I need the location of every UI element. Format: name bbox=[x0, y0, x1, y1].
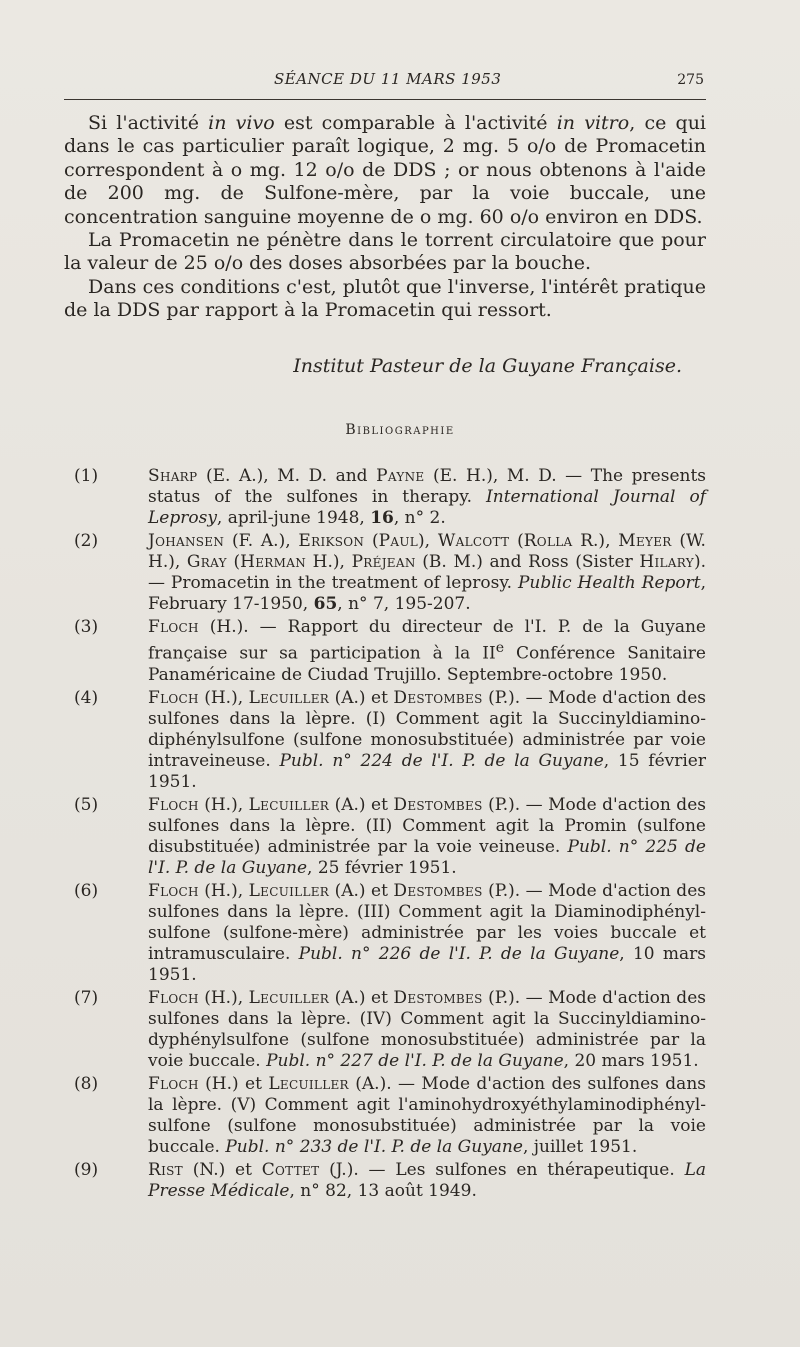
paragraph-2: La Promacetin ne pénètre dans le torrent circulatoire que pour la valeur de 25 o/o des doses absorbées par la bouche. bbox=[64, 229, 706, 275]
institution-signature: Institut Pasteur de la Guyane Française. bbox=[293, 355, 682, 377]
reference-number: (9) bbox=[74, 1159, 99, 1180]
bibliography-heading: Bibliographie bbox=[345, 422, 455, 438]
reference-number: (4) bbox=[74, 687, 99, 708]
reference-number: (3) bbox=[74, 617, 99, 637]
body-text bbox=[64, 112, 706, 323]
reference-3: (3) Floch (H.). — Rapport du directeur de l'I. P. de la Guyane française sur sa participation à la IIe Conférence Sanitaire Panaméricaine de Ciudad Trujillo. Septembre-octobre 1950. bbox=[74, 617, 706, 685]
paragraph-1: Si l'activité in vivo est comparable à l'activité in vitro, ce qui dans le cas particulier paraît logique, 2 mg. 5 o/o de Promacetin correspondent à o mg. 12 o/o de DDS ; or nous obtenons à l'aide de 200 mg. de Sulfone-mère, par la voie buccale, une concentration sanguine moyenne de o mg. 60 o/o environ en DDS. bbox=[64, 112, 707, 228]
page-header bbox=[64, 66, 706, 96]
reference-4: (4) Floch (H.), Lecuiller (A.) et Destombes (P.). — Mode d'action des sulfones dans la lèpre. (I) Comment agit la Succinyldiamino-diphénylsulfone (sulfone monosubstituée) administrée par voie intraveineuse. Publ. n° 224 de l'I. P. de la Guyane, 15 février 1951. bbox=[74, 687, 706, 792]
reference-9: (9) Rist (N.) et Cottet (J.). — Les sulfones en thérapeutique. La Presse Médicale, n° 82, 13 août 1949. bbox=[74, 1159, 707, 1201]
reference-number: (2) bbox=[74, 531, 99, 551]
reference-8: (8) Floch (H.) et Lecuiller (A.). — Mode d'action des sulfones dans la lèpre. (V) Comment agit l'aminohydroxyéthylaminodiphényl-sulfone (sulfone monosubstituée) administrée par la voie buccale. Publ. n° 233 de l'I. P. de la Guyane, juillet 1951. bbox=[74, 1073, 706, 1157]
running-head: SÉANCE DU 11 MARS 1953 bbox=[274, 70, 502, 88]
reference-number: (8) bbox=[74, 1073, 99, 1094]
page-number: 275 bbox=[677, 72, 704, 88]
reference-number: (7) bbox=[74, 987, 99, 1008]
reference-2: (2) Johansen (F. A.), Erikson (Paul), Walcott (Rolla R.), Meyer (W. H.), Gray (Herman H.), Préjean (B. M.) and Ross (Sister Hilary). — Promacetin in the treatment of leprosy. Public Health Report, February 17-1950, 65, n° 7, 195-207. bbox=[74, 531, 707, 614]
reference-5: (5) Floch (H.), Lecuiller (A.) et Destombes (P.). — Mode d'action des sulfones dans la lèpre. (II) Comment agit la Promin (sulfone disubstituée) administrée par la voie veineuse. Publ. n° 225 de l'I. P. de la Guyane, 25 février 1951. bbox=[74, 794, 706, 878]
reference-list bbox=[74, 466, 706, 1204]
reference-number: (6) bbox=[74, 880, 99, 901]
reference-number: (1) bbox=[74, 466, 99, 486]
reference-number: (5) bbox=[74, 794, 99, 815]
header-rule bbox=[64, 99, 706, 100]
paragraph-3: Dans ces conditions c'est, plutôt que l'inverse, l'intérêt pratique de la DDS par rapport à la Promacetin qui ressort. bbox=[64, 275, 706, 322]
reference-7: (7) Floch (H.), Lecuiller (A.) et Destombes (P.). — Mode d'action des sulfones dans la lèpre. (IV) Comment agit la Succinyldiamino-dyphénylsulfone (sulfone monosubstituée) administrée par la voie buccale. Publ. n° 227 de l'I. P. de la Guyane, 20 mars 1951. bbox=[74, 987, 706, 1071]
reference-6: (6) Floch (H.), Lecuiller (A.) et Destombes (P.). — Mode d'action des sulfones dans la lèpre. (III) Comment agit la Diaminodiphényl-sulfone (sulfone-mère) administrée par les voies buccale et intramusculaire. Publ. n° 226 de l'I. P. de la Guyane, 10 mars 1951. bbox=[74, 880, 707, 985]
reference-1: (1) Sharp (E. A.), M. D. and Payne (E. H.), M. D. — The presents status of the sulfones in therapy. International Journal of Leprosy, april-june 1948, 16, n° 2. bbox=[74, 466, 707, 528]
